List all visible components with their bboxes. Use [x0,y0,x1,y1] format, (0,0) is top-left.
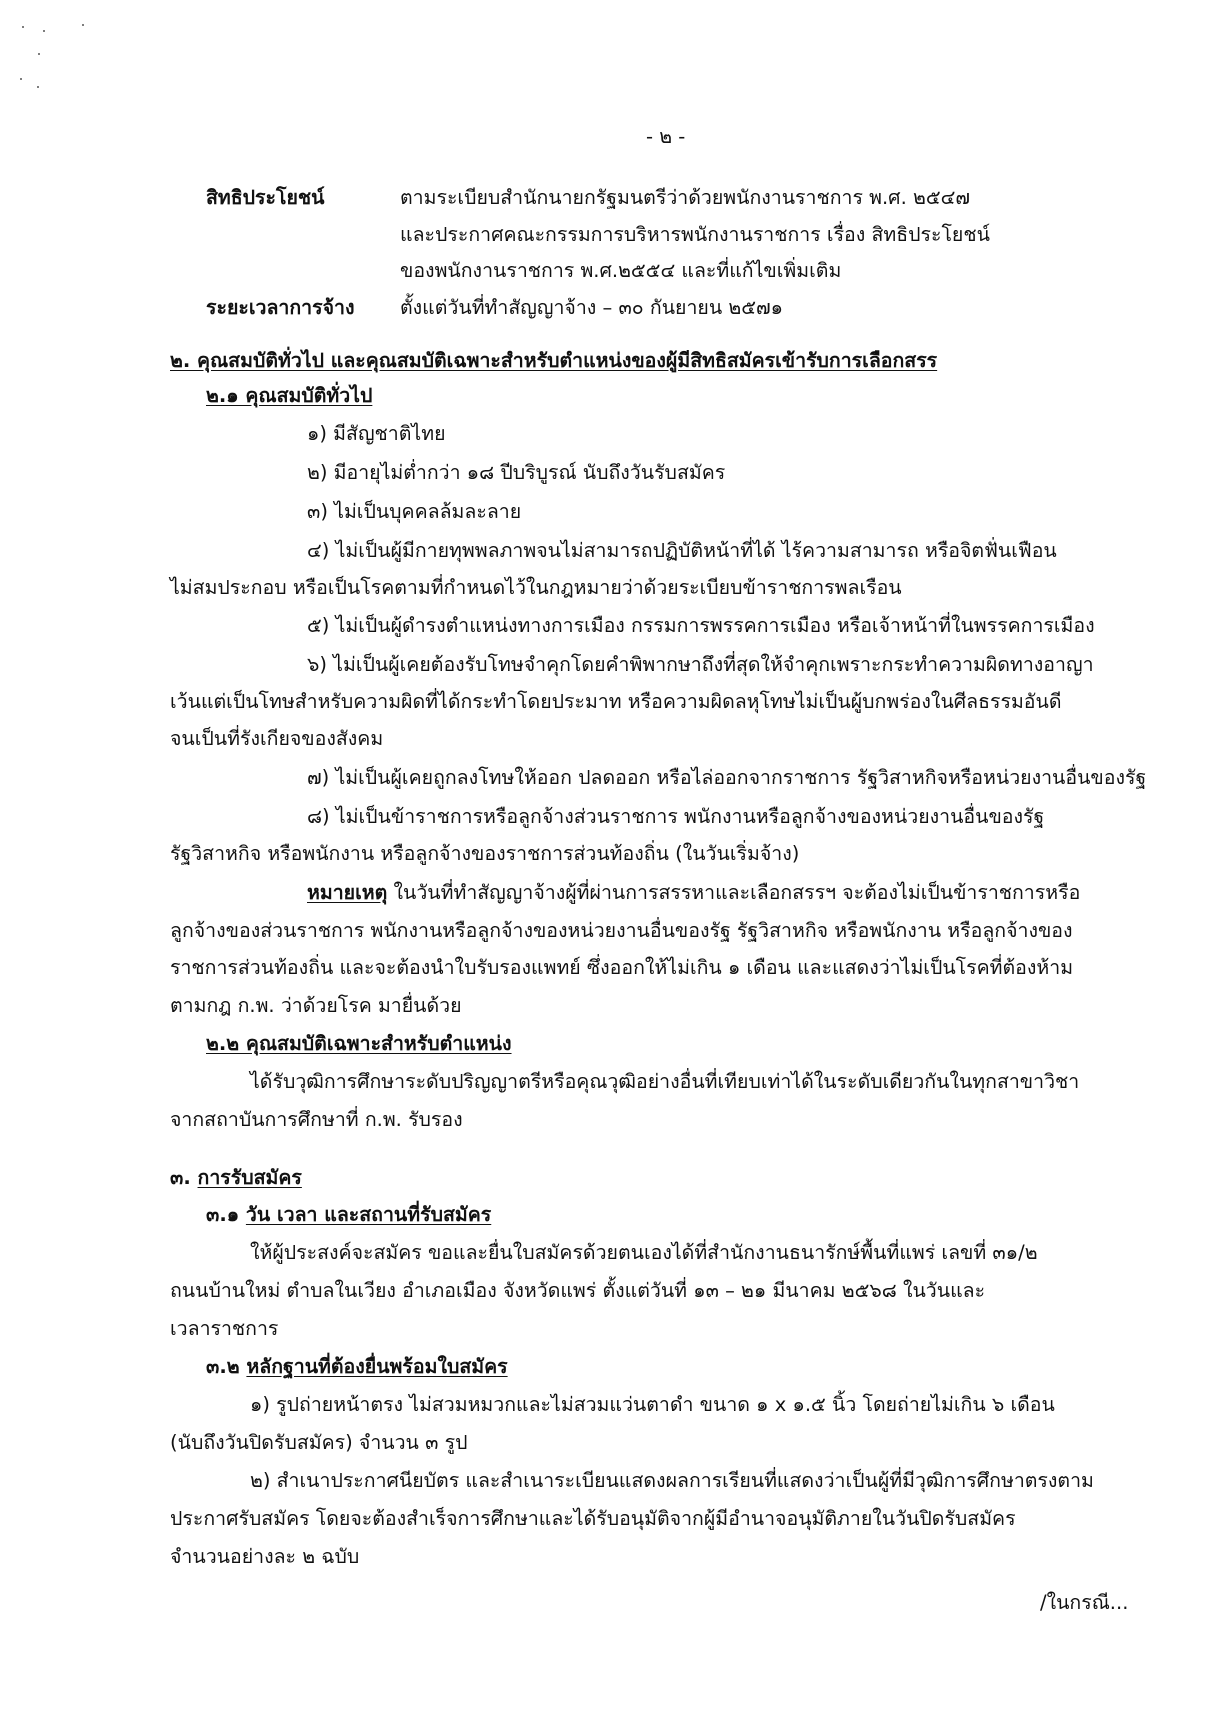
specific-qualification-line: จากสถาบันการศึกษาที่ ก.พ. รับรอง [170,1108,463,1131]
scan-speck [37,86,39,88]
note-line: หมายเหตุ ในวันที่ทำสัญญาจ้างผู้ที่ผ่านการสรรหาและเลือกสรรฯ จะต้องไม่เป็นข้าราชการหรือ [307,881,1081,904]
qualification-item-cont: เว้นแต่เป็นโทษสำหรับความผิดที่ได้กระทำโดยประมาท หรือความผิดลหุโทษไม่เป็นผู้บกพร่องในศีลธรรมอันดี [170,690,1062,713]
section-2-2-heading: ๒.๒ คุณสมบัติเฉพาะสำหรับตำแหน่ง [206,1032,512,1055]
qualification-item-cont: รัฐวิสาหกิจ หรือพนักงาน หรือลูกจ้างของราชการส่วนท้องถิ่น (ในวันเริ่มจ้าง) [170,842,800,865]
document-item-cont: ประกาศรับสมัคร โดยจะต้องสำเร็จการศึกษาและได้รับอนุมัติจากผู้มีอำนาจอนุมัติภายในวันปิดรับสมัคร [170,1507,1016,1530]
section-3-heading: ๓. การรับสมัคร [170,1166,302,1189]
scan-speck [20,78,22,80]
scan-speck [43,30,45,32]
term-value: ตั้งแต่วันที่ทำสัญญาจ้าง – ๓๐ กันยายน ๒๕๗๑ [400,296,784,319]
scan-speck [22,26,24,28]
benefits-line: ตามระเบียบสำนักนายกรัฐมนตรีว่าด้วยพนักงานราชการ พ.ศ. ๒๕๔๗ [400,186,970,209]
qualification-item: ๕) ไม่เป็นผู้ดำรงตำแหน่งทางการเมือง กรรมการพรรคการเมือง หรือเจ้าหน้าที่ในพรรคการเมือง [307,614,1095,637]
qualification-item: ๑) มีสัญชาติไทย [307,422,446,445]
section-3-2-heading: ๓.๒ หลักฐานที่ต้องยื่นพร้อมใบสมัคร [206,1355,508,1378]
qualification-item: ๔) ไม่เป็นผู้มีกายทุพพลภาพจนไม่สามารถปฏิบัติหน้าที่ได้ ไร้ความสามารถ หรือจิตฟั่นเฟือน [307,539,1057,562]
continuation-marker: /ในกรณี... [1040,1591,1129,1614]
specific-qualification-line: ได้รับวุฒิการศึกษาระดับปริญญาตรีหรือคุณวุฒิอย่างอื่นที่เทียบเท่าได้ในระดับเดียวกันในทุกสาขาวิชา [250,1070,1080,1093]
scan-speck [38,53,40,55]
qualification-item: ๘) ไม่เป็นข้าราชการหรือลูกจ้างส่วนราชการ พนักงานหรือลูกจ้างของหน่วยงานอื่นของรัฐ [307,805,1045,828]
section-2-heading: ๒. คุณสมบัติทั่วไป และคุณสมบัติเฉพาะสำหรับตำแหน่งของผู้มีสิทธิสมัครเข้ารับการเลือกสรร [170,349,938,372]
note-line: ตามกฎ ก.พ. ว่าด้วยโรค มายื่นด้วย [170,994,462,1017]
benefits-line: และประกาศคณะกรรมการบริหารพนักงานราชการ เรื่อง สิทธิประโยชน์ [400,223,990,246]
note-line: ราชการส่วนท้องถิ่น และจะต้องนำใบรับรองแพทย์ ซึ่งออกให้ไม่เกิน ๑ เดือน และแสดงว่าไม่เป็นโรคที่ต้องห้าม [170,956,1074,979]
benefits-line: ของพนักงานราชการ พ.ศ.๒๕๕๔ และที่แก้ไขเพิ่มเติม [400,259,842,282]
document-item-cont: จำนวนอย่างละ ๒ ฉบับ [170,1545,360,1568]
qualification-item-cont: จนเป็นที่รังเกียจของสังคม [170,727,384,750]
qualification-item: ๓) ไม่เป็นบุคคลล้มละลาย [307,500,522,523]
section-3-1-heading: ๓.๑ วัน เวลา และสถานที่รับสมัคร [206,1203,492,1226]
note-label: หมายเหตุ [307,881,388,904]
page-number: - ๒ - [646,125,686,148]
scan-speck [82,24,84,26]
qualification-item: ๖) ไม่เป็นผู้เคยต้องรับโทษจำคุกโดยคำพิพากษาถึงที่สุดให้จำคุกเพราะกระทำความผิดทางอาญา [307,653,1094,676]
qualification-item: ๒) มีอายุไม่ต่ำกว่า ๑๘ ปีบริบูรณ์ นับถึงวันรับสมัคร [307,461,726,484]
application-place-line: ให้ผู้ประสงค์จะสมัคร ขอและยื่นใบสมัครด้วยตนเองได้ที่สำนักงานธนารักษ์พื้นที่แพร่ เลขที่ ๓๑/๒ [250,1241,1038,1264]
document-item: ๑) รูปถ่ายหน้าตรง ไม่สวมหมวกและไม่สวมแว่นตาดำ ขนาด ๑ x ๑.๕ นิ้ว โดยถ่ายไม่เกิน ๖ เดือน [250,1393,1055,1416]
document-item: ๒) สำเนาประกาศนียบัตร และสำเนาระเบียนแสดงผลการเรียนที่แสดงว่าเป็นผู้ที่มีวุฒิการศึกษาตรงตาม [250,1469,1094,1492]
application-place-line: ถนนบ้านใหม่ ตำบลในเวียง อำเภอเมือง จังหวัดแพร่ ตั้งแต่วันที่ ๑๓ – ๒๑ มีนาคม ๒๕๖๘ ในวันและ [170,1279,986,1302]
term-label: ระยะเวลาการจ้าง [206,296,355,319]
benefits-label: สิทธิประโยชน์ [206,186,325,209]
qualification-item-cont: ไม่สมประกอบ หรือเป็นโรคตามที่กำหนดไว้ในกฎหมายว่าด้วยระเบียบข้าราชการพลเรือน [170,576,902,599]
note-line: ลูกจ้างของส่วนราชการ พนักงานหรือลูกจ้างของหน่วยงานอื่นของรัฐ รัฐวิสาหกิจ หรือพนักงาน หรือลูกจ้างของ [170,919,1073,942]
document-item-cont: (นับถึงวันปิดรับสมัคร) จำนวน ๓ รูป [170,1431,468,1454]
qualification-item: ๗) ไม่เป็นผู้เคยถูกลงโทษให้ออก ปลดออก หรือไล่ออกจากราชการ รัฐวิสาหกิจหรือหน่วยงานอื่นของรัฐ [307,766,1147,789]
section-2-1-heading: ๒.๑ คุณสมบัติทั่วไป [206,384,373,407]
application-place-line: เวลาราชการ [170,1317,279,1340]
